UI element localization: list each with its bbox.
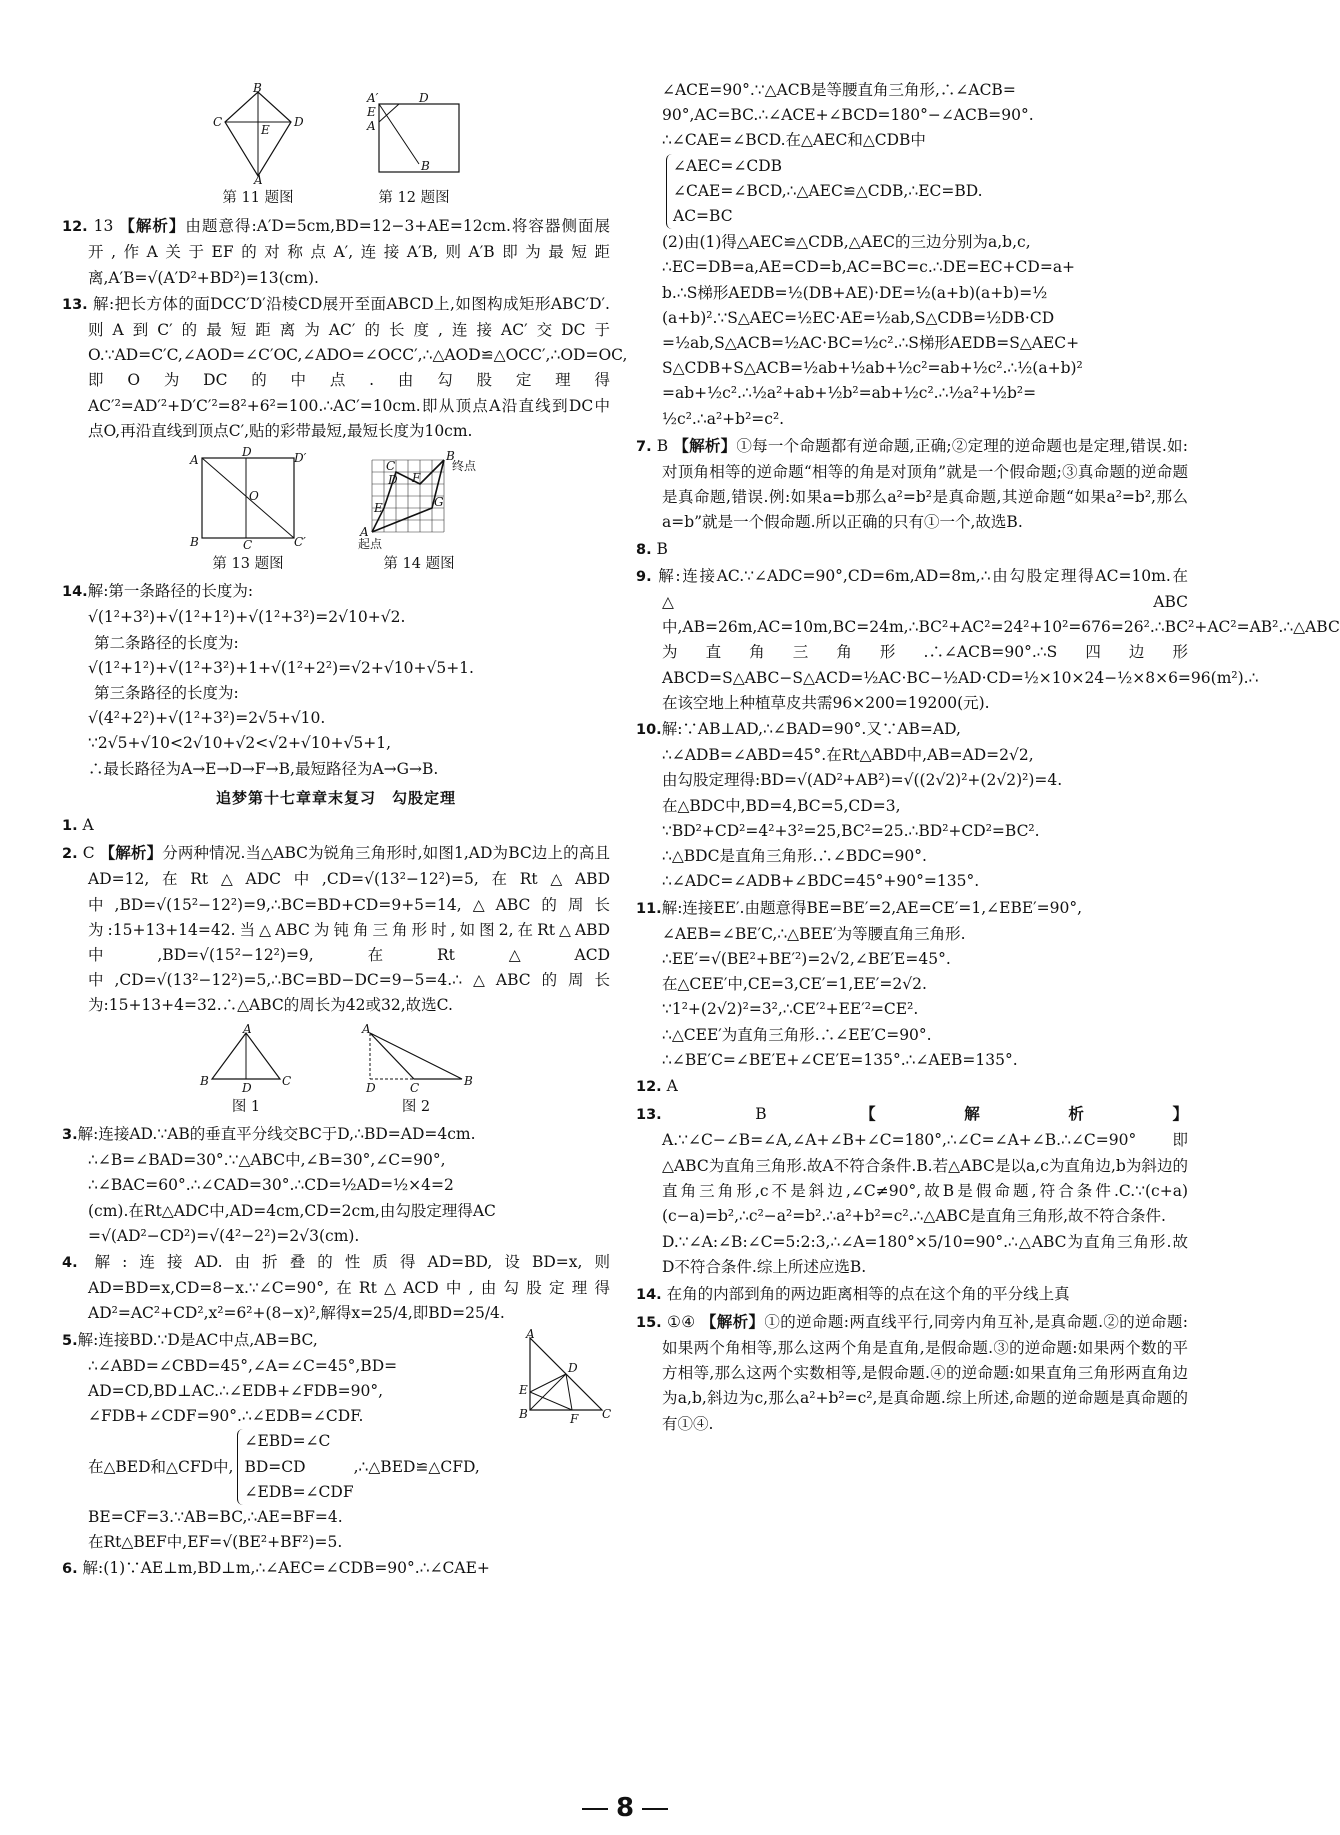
fig5-label-c: C — [602, 1406, 612, 1421]
fig5-label-f: F — [570, 1411, 579, 1426]
figure-13 — [188, 445, 308, 577]
q12r-number: 12. — [636, 1078, 662, 1095]
figure-13-caption: 第 13 题图 — [212, 556, 284, 573]
q6-p2-line-7: =ab+½c².∴½a²+ab+½b²=ab+½c².∴½a²+½b²= — [662, 384, 1037, 403]
q14-line-4: √(1²+1²)+√(1²+3²)+1+√(1²+2²)=√2+√10+√5+1. — [88, 658, 474, 677]
q3-line-4: (cm).在Rt△ADC中,AD=4cm,CD=2cm,由勾股定理得AC — [88, 1201, 496, 1220]
fig1-label-a: A — [243, 1021, 252, 1036]
q5-line-1: 解:连接BD.∵D是AC中点,AB=BC, — [77, 1330, 318, 1349]
q14-line-8: ∴最长路径为A→E→D→F→B,最短路径为A→G→B. — [88, 759, 439, 778]
fig14-label-end: 终点 — [452, 459, 477, 474]
question-4 — [62, 1250, 610, 1327]
q15-text: ①的逆命题:两直线平行,同旁内角互补,是真命题.②的逆命题:如果两个角相等,那么这两个角是直角,是假命题.③的逆命题:如果两个数的平方相等,那么这两个实数相等,是假命题.④的逆命题:如果直角三角形两直角边为a,b,斜边为c,那么a²+b²=c²,是真命题.综上所述,命题的逆命题是真命题的有①④. — [662, 1312, 1188, 1433]
fig13-label-a: A — [190, 453, 199, 468]
q5-line-2: ∴∠ABD=∠CBD=45°,∠A=∠C=45°,BD= — [88, 1356, 398, 1375]
q14-line-1: 解:第一条路径的长度为: — [87, 582, 254, 601]
q12-text: 由题意得:A′D=5cm,BD=12−3+AE=12cm.将容器侧面展开,作A关于EF的对称点A′,连接A′B,则A′B即为最短距离,A′B=√(A′D²+BD²)=13(cm). — [88, 217, 610, 287]
q11-line-1: 解:连接EE′.由题意得BE=BE′=2,AE=CE′=1,∠EBE′=90°, — [661, 898, 1083, 917]
fig2-label-b: B — [464, 1073, 473, 1088]
q10-line-6: ∴△BDC是直角三角形.∴∠BDC=90°. — [662, 847, 927, 866]
fig2-label-a: A — [362, 1021, 371, 1036]
q3-line-2: ∴∠B=∠BAD=30°.∵△ABC中,∠B=30°,∠C=90°, — [88, 1151, 446, 1170]
q13r-number: 13. — [636, 1107, 662, 1124]
q5-brace-2: BD=CD — [244, 1457, 306, 1476]
q7-answer: B — [656, 436, 669, 455]
q5-brace-tail: ,∴△BED≌△CFD, — [353, 1457, 480, 1476]
q3-line-1: 解:连接AD.∵AB的垂直平分线交BC于D,∴BD=AD=4cm. — [77, 1124, 476, 1143]
q6-cont-line-1: ∠ACE=90°.∵△ACB是等腰直角三角形,∴∠ACB= — [662, 81, 1016, 99]
fig12-label-a-prime: A′ — [367, 91, 379, 105]
q6-p2-line-4: (a+b)².∵S△AEC=½EC·AE=½ab,S△CDB=½DB·CD — [662, 308, 1055, 327]
q14r-text: 在角的内部到角的两边距离相等的点在这个角的平分线上真 — [666, 1284, 1070, 1303]
fig14-label-b: B — [446, 449, 455, 464]
fig13-label-c-prime: C′ — [294, 535, 306, 550]
q6-brace-1: ∠AEC=∠CDB — [673, 156, 783, 175]
question-13-right-d — [636, 1230, 1188, 1280]
q6-brace-3: AC=BC — [673, 207, 733, 226]
fig2-label-c: C — [410, 1080, 420, 1095]
fig13-label-d-prime: D′ — [294, 451, 307, 466]
q11-line-2: ∠AEB=∠BE′C,∴△BEE′为等腰直角三角形. — [662, 924, 966, 943]
q2-number: 2. — [62, 846, 78, 863]
q15-number: 15. — [636, 1314, 662, 1331]
fig14-label-a: A — [360, 525, 369, 540]
q9-number: 9. — [636, 568, 652, 585]
question-2 — [62, 840, 610, 1018]
figure-11-diagram — [203, 81, 313, 187]
q14-line-2: √(1²+3²)+√(1²+1²)+√(1²+3²)=2√10+√2. — [88, 608, 406, 627]
q6-text: 解:(1)∵AE⊥m,BD⊥m,∴∠AEC=∠CDB=90°.∴∠CAE+ — [82, 1559, 490, 1578]
q14-number: 14. — [62, 584, 88, 601]
fig12-label-d: D — [419, 91, 429, 105]
q3-line-3: ∴∠BAC=60°.∴∠CAD=30°.∴CD=½AD=½×4=2 — [88, 1176, 454, 1195]
page-number — [0, 1793, 1250, 1823]
figure-13-diagram — [188, 445, 308, 553]
page-number-dash-left — [582, 1808, 608, 1810]
question-15 — [636, 1309, 1188, 1437]
q14r-number: 14. — [636, 1286, 662, 1303]
question-13 — [62, 292, 628, 444]
q12-tag: 【解析】 — [119, 216, 186, 236]
figure-q2-1 — [196, 1021, 296, 1120]
q2-answer: C — [82, 844, 95, 863]
q11-line-3: ∴EE′=√(BE²+BE′²)=2√2,∠BE′E=45°. — [662, 949, 951, 968]
q4-text: 解:连接AD.由折叠的性质得AD=BD,设BD=x,则AD=BD=x,CD=8−x.∵∠C=90°,在Rt△ACD中,由勾股定理得AD²=AC²+CD²,x²=6²+(8−x)²,解得x=25/4,即BD=25/4. — [88, 1252, 610, 1323]
fig1-label-d: D — [242, 1080, 252, 1095]
q13r-answer: B — [755, 1105, 767, 1124]
q5-brace-1: ∠EBD=∠C — [244, 1432, 331, 1451]
q6-p2-line-2: ∴EC=DB=a,AE=CD=b,AC=BC=c.∴DE=EC+CD=a+ — [662, 258, 1076, 277]
q15-answer: ①④ — [667, 1312, 696, 1331]
fig14-label-d: D — [388, 473, 398, 488]
q5-number: 5. — [62, 1332, 78, 1349]
q14-line-6: √(4²+2²)+√(1²+3²)=2√5+√10. — [88, 709, 326, 728]
q5-last: 在Rt△BEF中,EF=√(BE²+BF²)=5. — [88, 1533, 343, 1552]
fig14-label-e: E — [374, 501, 383, 516]
figure-12-caption: 第 12 题图 — [378, 190, 450, 206]
question-14-right — [636, 1282, 1188, 1308]
fig14-label-start: 起点 — [358, 537, 383, 552]
q3-line-5: =√(AD²−CD²)=√(4²−2²)=2√3(cm). — [88, 1226, 360, 1245]
fig11-label-c: C — [213, 115, 223, 129]
figure-q2-2 — [356, 1021, 476, 1120]
q6-p2-line-8: ½c².∴a²+b²=c². — [662, 409, 785, 428]
q6-p2-line-6: S△CDB+S△ACB=½ab+½ab+½c²=ab+½c².∴½(a+b)² — [662, 359, 1083, 378]
figure-q5-diagram — [518, 1326, 612, 1426]
q10-line-5: ∵BD²+CD²=4²+3²=25,BC²=25.∴BD²+CD²=BC². — [662, 821, 1040, 840]
q12r-answer: A — [666, 1076, 678, 1095]
fig1-label-b: B — [200, 1073, 209, 1088]
figures-13-14 — [62, 445, 610, 577]
q5-brace-block — [62, 1429, 610, 1505]
figures-11-12 — [62, 81, 610, 211]
fig11-label-a: A — [254, 173, 263, 187]
question-6-part2 — [636, 230, 1188, 432]
q12-answer: 13 — [93, 217, 114, 236]
q7-text: ①每一个命题都有逆命题,正确;②定理的逆命题也是定理,错误.如:对顶角相等的逆命题“相等的角是对顶角”就是一个假命题;③真命题的逆命题是真命题,错误.例:如果a=b那么a²=b²是真命题,其逆命题“如果a²=b²,那么a=b”就是一个假命题.所以正确的只有①一个,故选B. — [662, 436, 1188, 532]
fig5-label-a: A — [526, 1326, 535, 1341]
q11-line-5: ∵1²+(2√2)²=3²,∴CE′²+EE′²=CE². — [662, 1000, 919, 1019]
q7-number: 7. — [636, 438, 652, 455]
question-12 — [62, 213, 610, 291]
q6-p2-line-5: =½ab,S△ACB=½AC·BC=½c².∴S梯形AEDB=S△AEC+ — [662, 334, 1080, 353]
question-7 — [636, 433, 1188, 536]
page-number-dash-right — [642, 1808, 668, 1810]
figure-14 — [354, 450, 484, 577]
page-number-value: 8 — [615, 1793, 635, 1823]
q11-line-7: ∴∠BE′C=∠BE′E+∠CE′E=135°.∴∠AEB=135°. — [662, 1050, 1018, 1069]
fig13-label-d: D — [242, 445, 252, 460]
q11-line-6: ∴△CEE′为直角三角形.∴∠EE′C=90°. — [662, 1025, 932, 1044]
fig12-label-a: A — [367, 119, 376, 133]
figure-14-diagram — [354, 450, 484, 550]
figure-q2-1-diagram — [196, 1021, 296, 1095]
figure-q2-1-caption: 图 1 — [231, 1098, 261, 1115]
figure-11 — [203, 81, 313, 211]
figure-12 — [359, 84, 469, 211]
q13-text: 解:把长方体的面DCC′D′沿棱CD展开至面ABCD上,如图构成矩形ABC′D′.则A到C′的最短距离为AC′的长度,连接AC′交DC于O.∵AD=C′C,∠AOD=∠C′OC,∠ADO=∠OCC′,∴△AOD≌△OCC′,∴OD=OC,即O为DC的中点.由勾股定理得AC′²=AD′²+D′C′²=8²+6²=100.∴AC′=10cm.即从顶点A沿直线到DC中点O,再沿直线到顶点C′,贴的彩带最短,最短长度为10cm. — [88, 294, 628, 440]
q14-line-5: 第三条路径的长度为: — [94, 684, 239, 703]
q10-line-4: 在△BDC中,BD=4,BC=5,CD=3, — [662, 796, 901, 815]
q11-line-4: 在△CEE′中,CE=3,CE′=1,EE′=2√2. — [662, 975, 927, 994]
question-6-continued — [636, 78, 1188, 229]
q5-brace-3: ∠EDB=∠CDF — [244, 1482, 354, 1501]
fig5-label-b: B — [519, 1406, 528, 1421]
q11-number: 11. — [636, 900, 662, 917]
q6-p2-line-3: b.∴S梯形AEDB=½(DB+AE)·DE=½(a+b)(a+b)=½ — [662, 283, 1048, 302]
q13-number: 13. — [62, 296, 88, 313]
q13r-tag: 【解析】 — [860, 1104, 1188, 1124]
question-8 — [636, 537, 1188, 563]
q10-line-7: ∴∠ADC=∠ADB+∠BDC=45°+90°=135°. — [662, 872, 980, 891]
fig2-label-d: D — [366, 1080, 376, 1095]
fig13-label-o: O — [249, 489, 259, 504]
question-11 — [636, 896, 1188, 1073]
fig13-label-b: B — [190, 535, 199, 550]
q3-number: 3. — [62, 1126, 78, 1143]
question-12-right — [636, 1074, 1188, 1100]
q6-p2-line-1: (2)由(1)得△AEC≌△CDB,△AEC的三边分别为a,b,c, — [662, 233, 1031, 252]
fig11-label-b: B — [253, 81, 262, 95]
q4-number: 4. — [62, 1254, 78, 1271]
fig5-label-e: E — [519, 1382, 528, 1397]
section-title: 追梦第十七章章末复习 勾股定理 — [215, 788, 456, 807]
q1-number: 1. — [62, 818, 78, 835]
q10-number: 10. — [636, 722, 662, 739]
fig11-label-d: D — [294, 115, 304, 129]
q6-number: 6. — [62, 1561, 78, 1578]
left-column — [62, 78, 628, 1584]
q1-answer: A — [82, 816, 94, 835]
fig1-label-c: C — [282, 1073, 292, 1088]
q10-line-1: 解:∵AB⊥AD,∴∠BAD=90°.又∵AB=AD, — [661, 720, 961, 739]
question-6 — [62, 1556, 610, 1582]
question-9 — [636, 564, 1340, 716]
fig14-label-f: F — [412, 471, 421, 486]
q5-brace-intro: 在△BED和△CFD中, — [88, 1457, 234, 1476]
fig12-label-b: B — [421, 159, 430, 173]
q8-answer: B — [656, 539, 668, 558]
figure-11-caption: 第 11 题图 — [222, 190, 294, 206]
q10-line-2: ∴∠ADB=∠ABD=45°.在Rt△ABD中,AB=AD=2√2, — [662, 746, 1034, 765]
q5-brace — [237, 1429, 353, 1505]
figure-q2-2-diagram — [356, 1021, 476, 1095]
q10-line-3: 由勾股定理得:BD=√(AD²+AB²)=√((2√2)²+(2√2)²)=4. — [662, 771, 1063, 790]
right-column — [636, 78, 1340, 1438]
question-3 — [62, 1122, 610, 1249]
q5-line-3: AD=CD,BD⊥AC.∴∠EDB+∠FDB=90°, — [88, 1381, 384, 1400]
q5-after: BE=CF=3.∵AB=BC,∴AE=BF=4. — [88, 1507, 343, 1526]
q12-number: 12. — [62, 219, 88, 236]
q5-line-4: ∠FDB+∠CDF=90°.∴∠EDB=∠CDF. — [88, 1407, 364, 1426]
fig5-label-d: D — [568, 1360, 578, 1375]
q6-cont-line-2: 90°,AC=BC.∴∠ACE+∠BCD=180°−∠ACB=90°. — [662, 106, 1034, 125]
q7-tag: 【解析】 — [673, 435, 737, 455]
q13r-text: A.∵∠C−∠B=∠A,∠A+∠B+∠C=180°,∴∠C=∠A+∠B.∴∠C=90°即△ABC为直角三角形.故A不符合条件.B.若△ABC是以a,c为直角边,b为斜边的直角三角形,c不是斜边,∠C≠90°,故B是假命题,符合条件.C.∵(c+a)(c−a)=b²,∴c²−a²=b².∴a²+b²=c².∴△ABC是直角三角形,故不符合条件. — [662, 1131, 1188, 1225]
fig14-label-c: C — [386, 459, 396, 474]
q14-line-3: 第二条路径的长度为: — [94, 633, 239, 652]
question-13-right — [636, 1101, 1188, 1229]
q2-tag: 【解析】 — [99, 843, 163, 863]
fig13-label-c: C — [243, 538, 253, 553]
figure-12-diagram — [359, 84, 469, 184]
question-10 — [636, 717, 1188, 894]
q8-number: 8. — [636, 541, 652, 558]
figure-q2-2-caption: 图 2 — [401, 1098, 431, 1115]
fig14-label-g: G — [434, 495, 444, 510]
figures-q2 — [62, 1021, 610, 1120]
question-1 — [62, 813, 610, 839]
q6-cont-line-3: ∴∠CAE=∠BCD.在△AEC和△CDB中 — [662, 131, 926, 150]
q9-text: 解:连接AC.∵∠ADC=90°,CD=6m,AD=8m,∴由勾股定理得AC=10m.在△ABC中,AB=26m,AC=10m,BC=24m,∴BC²+AC²=24²+10²=676=26².∴BC²+AC²=AB².∴△ABC为直角三角形.∴∠ACB=90°.∴S四边形ABCD=S△ABC−S△ACD=½AC·BC−½AD·CD=½×10×24−½×8×6=96(m²).∴在该空地上种植草皮共需96×200=19200(元). — [658, 566, 1340, 712]
question-5 — [62, 1328, 610, 1556]
figure-14-caption: 第 14 题图 — [383, 556, 455, 573]
q13r-text2: D.∵∠A:∠B:∠C=5:2:3,∴∠A=180°×5/10=90°.∴△ABC为直角三角形.故D不符合条件.综上所述应选B. — [662, 1233, 1188, 1277]
fig11-label-e: E — [261, 123, 270, 137]
fig12-label-e: E — [367, 105, 376, 119]
q6-brace — [666, 154, 1188, 230]
q6-brace-2: ∠CAE=∠BCD,∴△AEC≌△CDB,∴EC=BD. — [673, 181, 983, 200]
q14-line-7: ∵2√5+√10<2√10+√2<√2+√10+√5+1, — [88, 734, 392, 753]
question-14 — [62, 579, 610, 782]
q2-text: 分两种情况.当△ABC为锐角三角形时,如图1,AD为BC边上的高且AD=12,在Rt△ADC中,CD=√(13²−12²)=5,在Rt△ABD中,BD=√(15²−12²)=9,∴BC=BD+CD=9+5=14,△ABC的周长为:15+13+14=42.当△ABC为钝角三角形时,如图2,在Rt△ABD中,BD=√(15²−12²)=9,在Rt△ACD中,CD=√(13²−12²)=5,∴BC=BD−DC=9−5=4.∴△ABC的周长为:15+13+4=32.∴△ABC的周长为42或32,故选C. — [88, 844, 610, 1015]
q15-tag: 【解析】 — [700, 1311, 765, 1331]
